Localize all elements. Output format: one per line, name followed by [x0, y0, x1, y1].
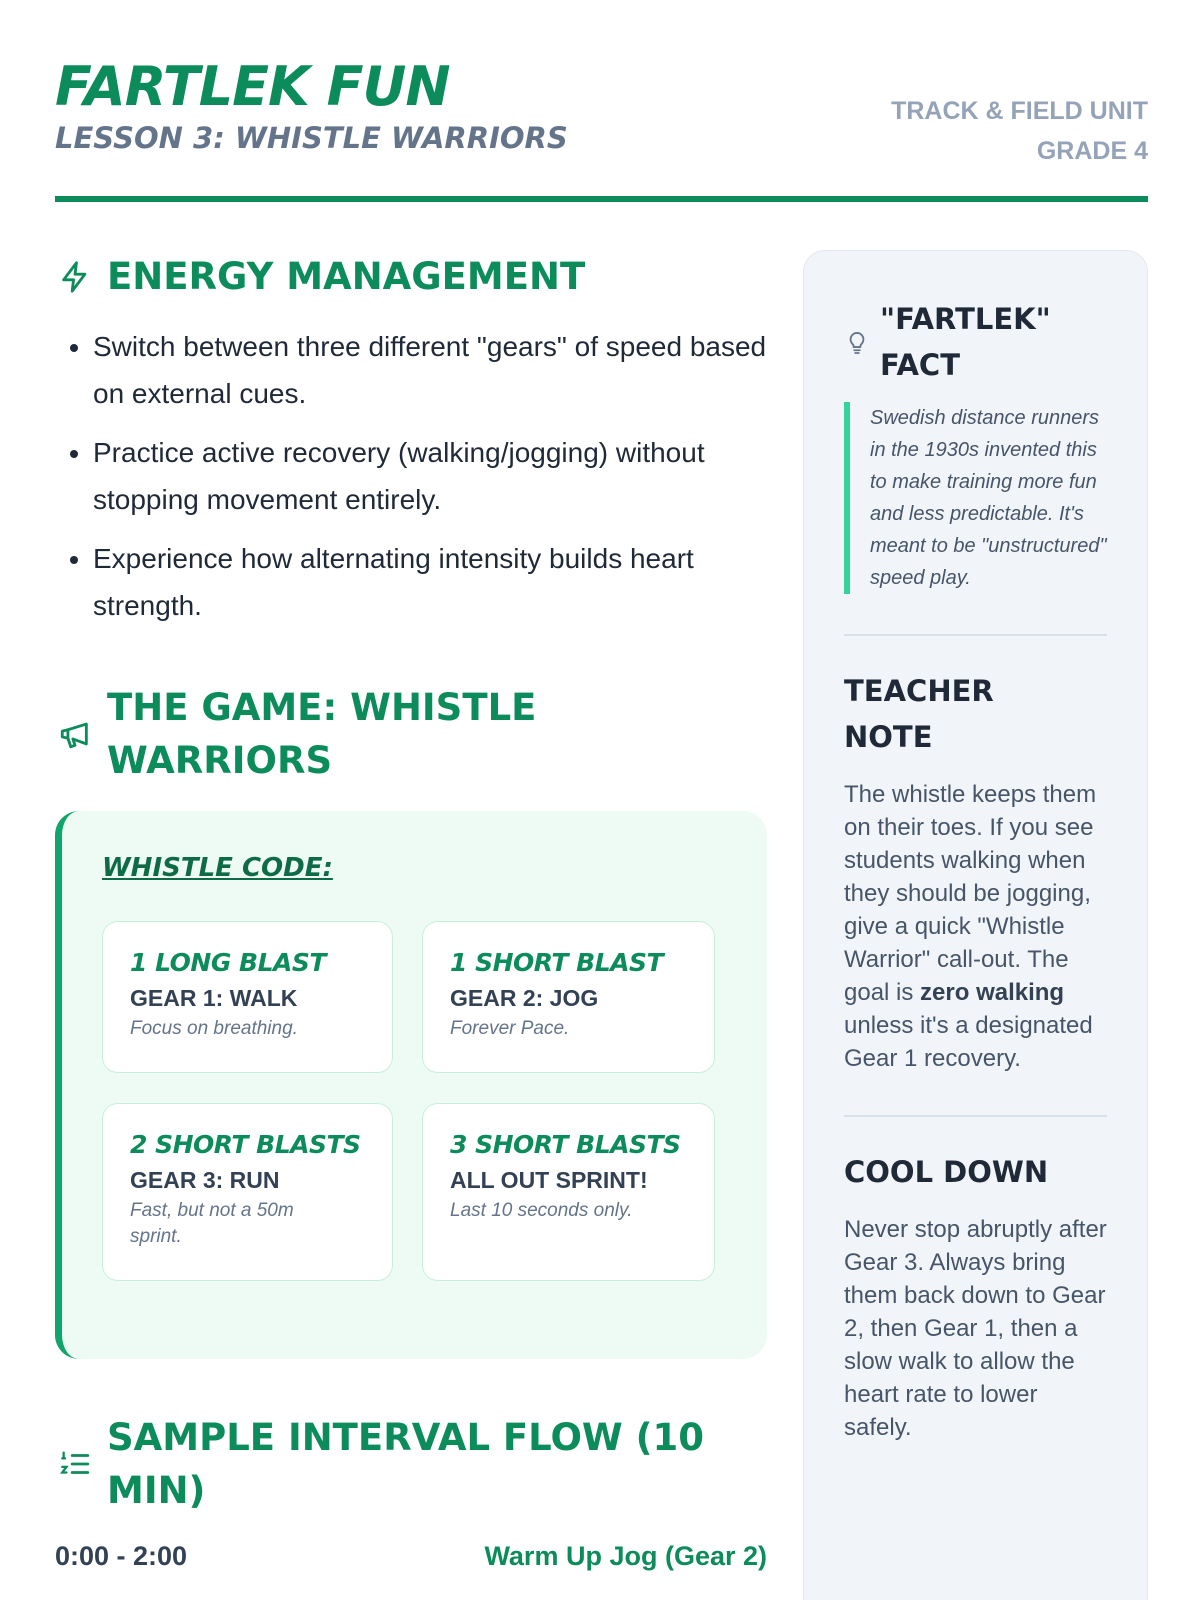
list-item: • Practice active recovery (walking/jogging) without stopping movement entirely. — [93, 429, 767, 523]
gear-label: GEAR 3: RUN — [130, 1167, 280, 1193]
gear-description: Last 10 seconds only. — [450, 1200, 633, 1221]
game-heading — [55, 681, 767, 787]
whistle-code-box — [55, 811, 767, 1359]
megaphone-icon — [55, 717, 95, 751]
list-item: • Switch between three different "gears" of speed based on external cues. — [93, 323, 767, 417]
gear-label: ALL OUT SPRINT! — [450, 1167, 648, 1193]
unit-info — [891, 91, 1148, 171]
whistle-card — [102, 921, 393, 1073]
whistle-signal: 2 SHORT BLASTS — [130, 1130, 361, 1159]
unit-label: TRACK & FIELD UNIT — [891, 97, 1148, 125]
energy-heading — [55, 250, 767, 303]
lesson-subtitle: LESSON 3: WHISTLE WARRIORS — [55, 121, 568, 155]
lightning-icon — [55, 260, 95, 294]
grade-label: GRADE 4 — [1036, 137, 1148, 165]
gear-label: GEAR 1: WALK — [130, 985, 298, 1011]
gear-description: Fast, but not a 50m sprint. — [130, 1200, 294, 1247]
whistle-signal: 3 SHORT BLASTS — [450, 1130, 681, 1159]
whistle-card — [422, 1103, 715, 1281]
flow-time: 0:00 - 2:00 — [55, 1541, 188, 1571]
energy-heading-text: ENERGY MANAGEMENT — [107, 255, 586, 298]
divider — [844, 1115, 1107, 1117]
whistle-card — [102, 1103, 393, 1281]
divider — [844, 634, 1107, 636]
teacher-note-title: TEACHER NOTE — [844, 674, 994, 754]
fact-quote: Swedish distance runners in the 1930s invented this to make training more fun and less predictable. It's meant to be "unstructured" speed play. — [844, 402, 1107, 594]
flow-row — [55, 1541, 767, 1572]
whistle-code-label: WHISTLE CODE: — [102, 853, 333, 883]
gear-description: Forever Pace. — [450, 1018, 570, 1039]
main-content — [55, 250, 767, 1572]
emphasis-text: zero walking — [920, 979, 1065, 1006]
numbered-list-icon — [55, 1447, 95, 1481]
lesson-header — [55, 55, 1148, 202]
list-item: • Experience how alternating intensity builds heart strength. — [93, 535, 767, 629]
fact-title: "FARTLEK" FACT — [880, 302, 1051, 382]
teacher-note-text: The whistle keeps them on their toes. If you see students walking when they should be jogging, give a quick "Whistle Warrior" call-out. The goal is zero walking unless it's a designated Gear 1 recovery. — [844, 781, 1097, 1072]
fact-heading — [844, 296, 1107, 388]
flow-activity: Warm Up Jog (Gear 2) — [484, 1541, 767, 1571]
whistle-card — [422, 921, 715, 1073]
gear-description: Focus on breathing. — [130, 1018, 298, 1039]
whistle-signal: 1 LONG BLAST — [130, 948, 326, 977]
whistle-signal: 1 SHORT BLAST — [450, 948, 664, 977]
objectives-list — [55, 323, 767, 629]
game-heading-text: THE GAME: WHISTLE WARRIORS — [107, 686, 537, 782]
lesson-title: FARTLEK FUN — [55, 55, 450, 118]
cool-down-text: Never stop abruptly after Gear 3. Always bring them back down to Gear 2, then Gear 1, then a slow walk to allow the heart rate to lower safely. — [844, 1216, 1107, 1441]
gear-label: GEAR 2: JOG — [450, 985, 599, 1011]
flow-heading — [55, 1411, 767, 1517]
sidebar — [803, 250, 1148, 1600]
whistle-code-cards — [102, 921, 727, 1281]
lightbulb-icon — [844, 328, 870, 356]
cool-down-title: COOL DOWN — [844, 1155, 1049, 1189]
flow-heading-text: SAMPLE INTERVAL FLOW (10 MIN) — [107, 1416, 704, 1512]
